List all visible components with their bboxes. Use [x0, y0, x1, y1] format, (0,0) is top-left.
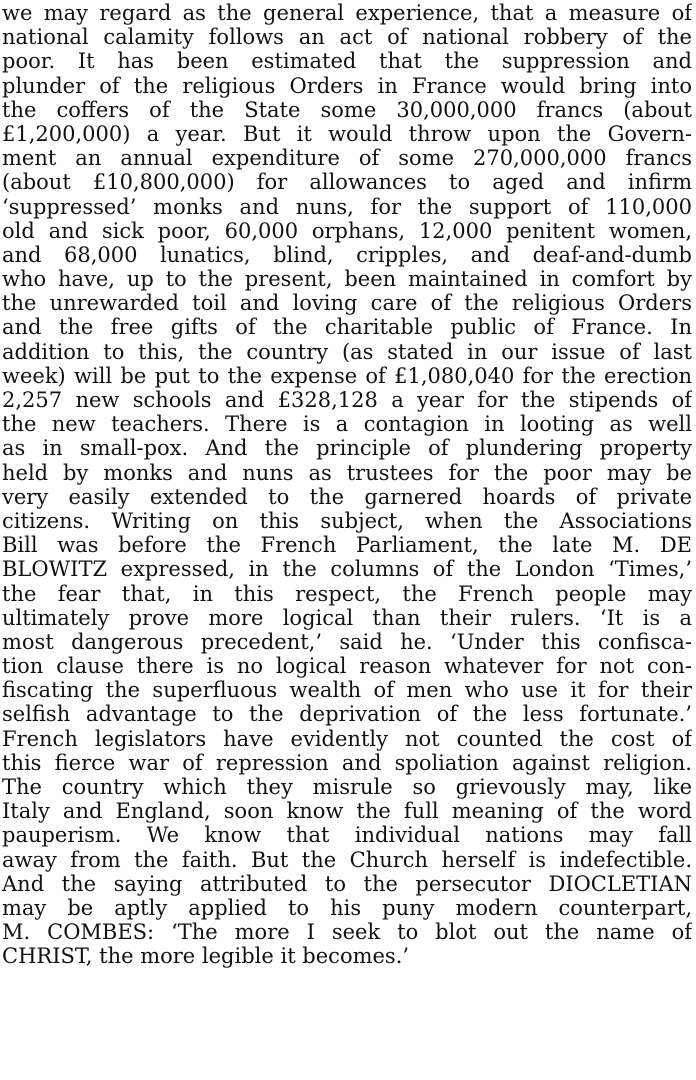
article-line: £1,200,000) a year. But it would throw upon the Govern-	[2, 121, 692, 146]
article-line: (about £10,800,000) for allowances to aged and infirm	[2, 170, 692, 195]
article-line: CHRIST, the more legible it becomes.’	[2, 944, 410, 969]
article-line: the new teachers. There is a contagion in looting as well	[2, 412, 692, 437]
article-line: selfish advantage to the deprivation of the less fortunate.’	[2, 702, 692, 727]
article-line: and 68,000 lunatics, blind, cripples, and deaf-and-dumb	[2, 242, 692, 267]
article-line: poor. It has been estimated that the suppression and	[2, 49, 692, 74]
article-line: And the saying attributed to the persecutor DIOCLETIAN	[2, 871, 692, 896]
article-line: week) will be put to the expense of £1,080,040 for the erection	[2, 363, 692, 388]
article-line: ultimately prove more logical than their rulers. ‘It is a	[2, 605, 692, 630]
article-line: old and sick poor, 60,000 orphans, 12,000 penitent women,	[2, 218, 692, 243]
article-line: tion clause there is no logical reason whatever for not con-	[2, 654, 692, 679]
article-body	[2, 1, 692, 969]
article-line: national calamity follows an act of national robbery of the	[2, 25, 692, 50]
article-line: this fierce war of repression and spoliation against religion.	[2, 750, 692, 775]
article-line: the coffers of the State some 30,000,000 francs (about	[2, 97, 692, 122]
article-line: The country which they misrule so grievously may, like	[2, 775, 692, 799]
article-line: who have, up to the present, been maintained in comfort by	[2, 267, 692, 292]
article-line: 2,257 new schools and £328,128 a year for the stipends of	[2, 388, 692, 412]
article-line: ‘suppressed’ monks and nuns, for the support of 110,000	[2, 194, 692, 219]
article-line: held by monks and nuns as trustees for the poor may be	[2, 460, 692, 485]
article-line: ment an annual expenditure of some 270,000,000 francs	[2, 146, 692, 171]
article-line: pauperism. We know that individual nations may fall	[2, 823, 692, 848]
article-line: most dangerous precedent,’ said he. ‘Under this confisca-	[2, 629, 692, 654]
article-line: addition to this, the country (as stated in our issue of last	[2, 339, 692, 364]
article-line: plunder of the religious Orders in France would bring into	[2, 73, 692, 98]
article-line: the unrewarded toil and loving care of the religious Orders	[2, 291, 692, 316]
article-line: BLOWITZ expressed, in the columns of the London ‘Times,’	[2, 557, 692, 582]
article-line: may be aptly applied to his puny modern counterpart,	[2, 895, 692, 920]
article-line: M. COMBES: ‘The more I seek to blot out the name of	[2, 920, 692, 945]
article-line: French legislators have evidently not counted the cost of	[2, 726, 692, 751]
article-line: citizens. Writing on this subject, when the Associations	[2, 508, 692, 533]
article-line: fiscating the superfluous wealth of men who use it for their	[2, 678, 692, 703]
article-line: very easily extended to the garnered hoards of private	[2, 484, 692, 509]
article-line: Italy and England, soon know the full meaning of the word	[2, 799, 692, 824]
article-line: away from the faith. But the Church herself is indefectible.	[2, 847, 692, 872]
article-line: Bill was before the French Parliament, the late M. DE	[2, 533, 692, 558]
article-line: and the free gifts of the charitable public of France. In	[2, 315, 692, 340]
article-line: as in small-pox. And the principle of plundering property	[2, 436, 692, 461]
article-line: the fear that, in this respect, the French people may	[2, 581, 692, 606]
article-line: we may regard as the general experience, that a measure of	[2, 1, 692, 25]
